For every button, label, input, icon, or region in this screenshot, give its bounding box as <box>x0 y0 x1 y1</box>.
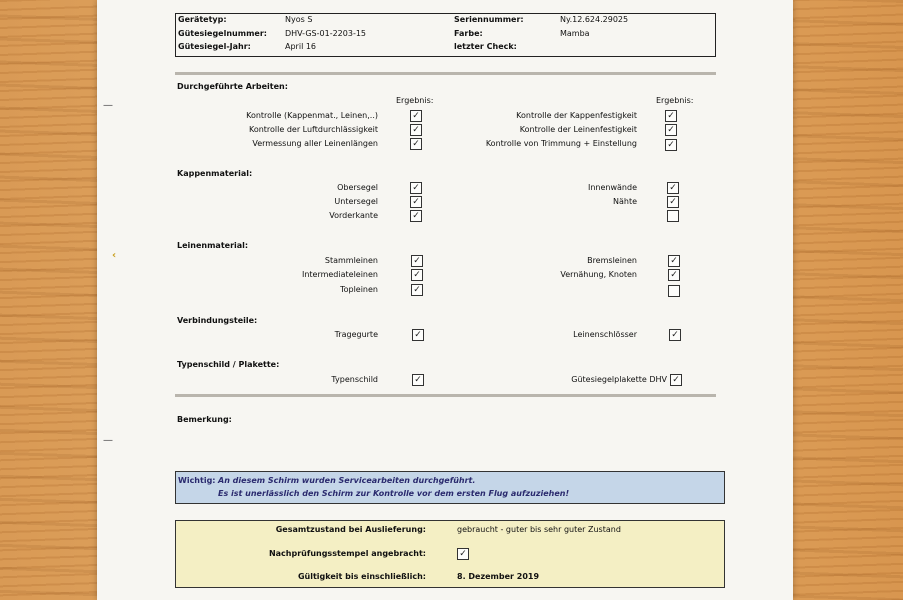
section-title-arbeiten: Durchgeführte Arbeiten: <box>177 82 288 91</box>
result-checkbox[interactable]: ✓ <box>411 284 423 296</box>
section-title-leinenmaterial: Leinenmaterial: <box>177 241 249 250</box>
ergebnis-label-right: Ergebnis: <box>656 96 694 105</box>
item-label: Innenwände <box>587 183 637 192</box>
item-label: Intermediateleinen <box>301 270 378 279</box>
letzter-check-label: letzter Check: <box>454 42 517 51</box>
item-label: Bremsleinen <box>587 256 637 265</box>
result-checkbox[interactable]: ✓ <box>669 329 681 341</box>
margin-mark: — <box>103 435 113 446</box>
ergebnis-label-left: Ergebnis: <box>396 96 434 105</box>
gesamtzustand-label: Gesamtzustand bei Auslieferung: <box>275 525 426 534</box>
item-label: Untersegel <box>334 197 378 206</box>
gueltigkeit-value: 8. Dezember 2019 <box>457 572 540 581</box>
result-checkbox[interactable]: ✓ <box>665 124 677 136</box>
item-label: Vorderkante <box>329 211 378 220</box>
result-checkbox[interactable]: ✓ <box>668 255 680 267</box>
geraetetyp-value: Nyos S <box>285 15 313 24</box>
result-checkbox[interactable]: ✓ <box>667 196 679 208</box>
result-checkbox[interactable]: ✓ <box>411 255 423 267</box>
divider <box>175 394 716 397</box>
result-checkbox[interactable]: ✓ <box>411 269 423 281</box>
result-checkbox[interactable]: ✓ <box>412 374 424 386</box>
item-label: Kontrolle von Trimmung + Einstellung <box>485 139 637 148</box>
item-label: Nähte <box>612 197 637 206</box>
guetesiegelnummer-label: Gütesiegelnummer: <box>178 29 267 38</box>
section-title-verbindungsteile: Verbindungsteile: <box>177 316 258 325</box>
warning-prefix: Wichtig: <box>178 476 216 485</box>
section-title-kappenmaterial: Kappenmaterial: <box>177 169 253 178</box>
geraetetyp-label: Gerätetyp: <box>178 15 227 24</box>
result-checkbox[interactable]: ✓ <box>665 110 677 122</box>
item-label: Kontrolle der Kappenfestigkeit <box>516 111 637 120</box>
guetesiegeljahr-value: April 16 <box>285 42 317 51</box>
item-label: Obersegel <box>337 183 378 192</box>
warning-line1: An diesem Schirm wurden Servicearbeiten durchgeführt. <box>218 476 476 485</box>
result-checkbox[interactable] <box>668 285 680 297</box>
result-checkbox[interactable] <box>667 210 679 222</box>
item-label: Vermessung aller Leinenlängen <box>252 139 378 148</box>
result-checkbox[interactable]: ✓ <box>410 210 422 222</box>
item-label: Stammleinen <box>324 256 378 265</box>
service-report-sheet <box>97 0 793 600</box>
result-checkbox[interactable]: ✓ <box>665 139 677 151</box>
seriennummer-value: Ny.12.624.29025 <box>560 15 629 24</box>
result-checkbox[interactable]: ✓ <box>410 138 422 150</box>
farbe-label: Farbe: <box>454 29 483 38</box>
delivery-summary-box <box>175 520 725 588</box>
seriennummer-label: Seriennummer: <box>454 15 524 24</box>
item-label: Gütesiegelplakette DHV <box>571 375 667 384</box>
result-checkbox[interactable]: ✓ <box>410 110 422 122</box>
section-title-bemerkung: Bemerkung: <box>177 415 232 424</box>
result-checkbox[interactable]: ✓ <box>410 196 422 208</box>
farbe-value: Mamba <box>560 29 590 38</box>
result-checkbox[interactable]: ✓ <box>412 329 424 341</box>
result-checkbox[interactable]: ✓ <box>668 269 680 281</box>
gesamtzustand-value: gebraucht - guter bis sehr guter Zustand <box>457 525 621 534</box>
item-label: Vernähung, Knoten <box>560 270 637 279</box>
margin-mark: ‹ <box>112 250 117 261</box>
result-checkbox[interactable]: ✓ <box>410 182 422 194</box>
item-label: Kontrolle der Leinenfestigkeit <box>519 125 637 134</box>
section-title-typenschild: Typenschild / Plakette: <box>177 360 280 369</box>
item-label: Tragegurte <box>334 330 378 339</box>
result-checkbox[interactable]: ✓ <box>667 182 679 194</box>
stempel-label: Nachprüfungsstempel angebracht: <box>268 549 426 558</box>
item-label: Kontrolle (Kappenmat., Leinen,..) <box>246 111 378 120</box>
item-label: Leinenschlösser <box>573 330 637 339</box>
warning-box <box>175 471 725 504</box>
divider <box>175 72 716 75</box>
item-label: Kontrolle der Luftdurchlässigkeit <box>248 125 378 134</box>
gueltigkeit-label: Gültigkeit bis einschließlich: <box>297 572 426 581</box>
stempel-checkbox[interactable]: ✓ <box>457 548 469 560</box>
guetesiegeljahr-label: Gütesiegel-Jahr: <box>178 42 251 51</box>
item-label: Typenschild <box>331 375 378 384</box>
result-checkbox[interactable]: ✓ <box>410 124 422 136</box>
guetesiegelnummer-value: DHV-GS-01-2203-15 <box>285 29 367 38</box>
margin-mark: — <box>103 100 113 111</box>
item-label: Topleinen <box>340 285 378 294</box>
warning-line2: Es ist unerlässlich den Schirm zur Kontrolle vor dem ersten Flug aufzuziehen! <box>218 489 570 498</box>
result-checkbox[interactable]: ✓ <box>670 374 682 386</box>
